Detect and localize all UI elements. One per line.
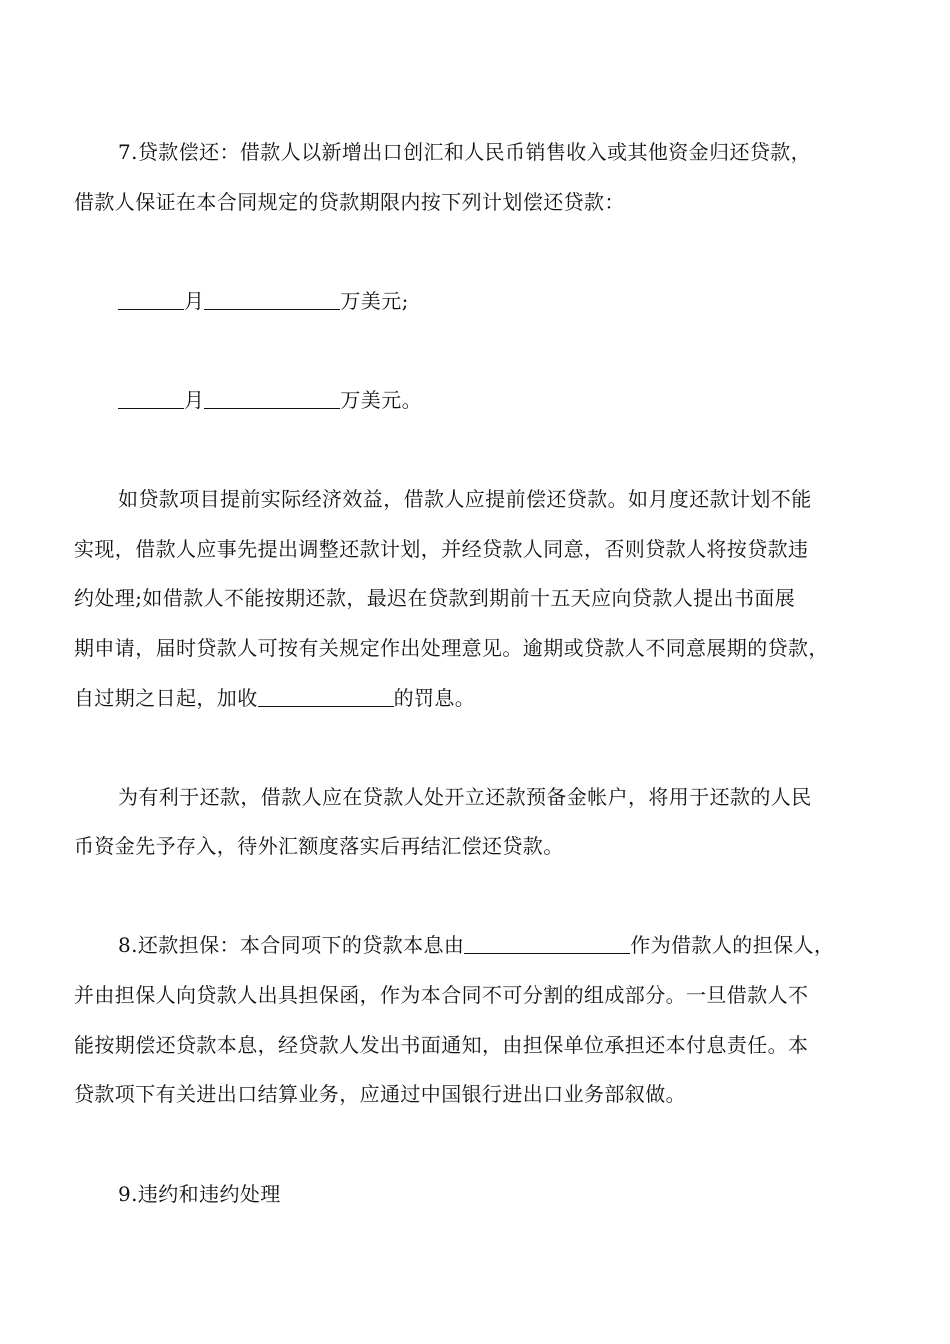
- section-7-line-2: 借款人保证在本合同规定的贷款期限内按下列计划偿还贷款：: [74, 190, 625, 214]
- advance-paragraph-line-5: [0, 684, 950, 712]
- guarantor-blank: [464, 933, 630, 954]
- section-8-line-1: [0, 931, 950, 959]
- schedule-line-2: [0, 386, 950, 414]
- penalty-text-after: 的罚息。: [393, 686, 476, 710]
- unit-label-1: 万美元;: [340, 289, 409, 313]
- penalty-text-before: 自过期之日起，加收: [74, 686, 258, 710]
- section-8-line-2: 并由担保人向贷款人出具担保函，作为本合同不可分割的组成部分。一旦借款人不: [74, 983, 809, 1007]
- reserve-paragraph-line-1: 为有利于还款，借款人应在贷款人处开立还款预备金帐户，将用于还款的人民: [118, 785, 812, 809]
- section-8-line-4: 贷款项下有关进出口结算业务，应通过中国银行进出口业务部叙做。: [74, 1082, 686, 1106]
- advance-paragraph-line-2: 实现，借款人应事先提出调整还款计划，并经贷款人同意，否则贷款人将按贷款违: [74, 537, 809, 561]
- section-8-line-3: 能按期偿还贷款本息，经贷款人发出书面通知，由担保单位承担还本付息责任。本: [74, 1033, 809, 1057]
- advance-paragraph-line-4: 期申请，届时贷款人可按有关规定作出处理意见。逾期或贷款人不同意展期的贷款，: [74, 636, 829, 660]
- unit-label-2: 万美元。: [340, 388, 423, 412]
- guarantor-text-after: 作为借款人的担保人，: [630, 933, 835, 957]
- reserve-paragraph-line-2: 币资金先予存入，待外汇额度落实后再结汇偿还贷款。: [74, 834, 564, 858]
- month-blank-2: [118, 388, 184, 409]
- month-label-1: 月: [184, 289, 205, 313]
- month-blank-1: [118, 289, 184, 310]
- advance-paragraph-line-3: 约处理;如借款人不能按期还款，最迟在贷款到期前十五天应向贷款人提出书面展: [74, 586, 796, 610]
- section-7-line-1: 7.贷款偿还：借款人以新增出口创汇和人民币销售收入或其他资金归还贷款，: [118, 140, 812, 164]
- schedule-line-1: [0, 287, 950, 315]
- guarantor-text-before: 8.还款担保：本合同项下的贷款本息由: [118, 933, 465, 957]
- month-label-2: 月: [184, 388, 205, 412]
- amount-blank-1: [204, 289, 340, 310]
- section-9-heading: 9.违约和违约处理: [118, 1182, 281, 1206]
- amount-blank-2: [204, 388, 340, 409]
- penalty-rate-blank: [258, 686, 394, 707]
- advance-paragraph-line-1: 如贷款项目提前实际经济效益，借款人应提前偿还贷款。如月度还款计划不能: [118, 487, 812, 511]
